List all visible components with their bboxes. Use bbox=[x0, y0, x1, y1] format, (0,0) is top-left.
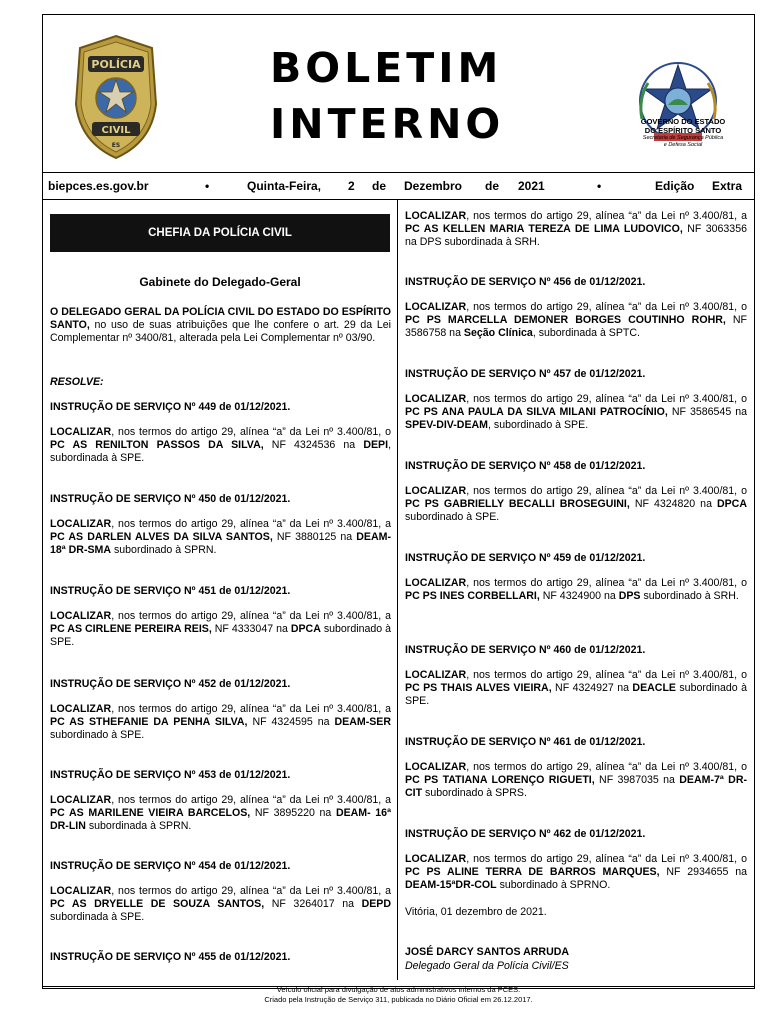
instruction-heading: INSTRUÇÃO DE SERVIÇO Nº 460 de 01/12/2021. bbox=[405, 644, 646, 656]
instruction-body bbox=[405, 853, 747, 892]
instruction-post: subordinada à SPRN. bbox=[85, 820, 192, 832]
instruction-name: PC AS RENILTON PASSOS DA SILVA, bbox=[50, 439, 264, 451]
instruction-body bbox=[405, 577, 747, 603]
instruction-body bbox=[50, 426, 391, 465]
header bbox=[42, 14, 755, 172]
instruction-pre: , nos termos do artigo 29, alínea “a” da Lei nº 3.400/81, o bbox=[466, 301, 747, 313]
instruction-name: PC PS THAIS ALVES VIEIRA, bbox=[405, 682, 552, 694]
instruction-verb: LOCALIZAR bbox=[405, 210, 467, 222]
instruction-post: subordinado à SPE. bbox=[405, 682, 747, 707]
badge-text-bottom: CIVIL bbox=[101, 125, 131, 136]
instruction-post: , subordinado à SPE. bbox=[488, 419, 589, 431]
footer-line-1: Veículo oficial para divulgação de atos administrativos internos da PCES. bbox=[276, 985, 521, 994]
date-month: Dezembro bbox=[404, 179, 463, 193]
instruction-unit: Seção Clínica bbox=[463, 327, 533, 339]
instruction-verb: LOCALIZAR bbox=[405, 669, 467, 681]
instruction-unit: DEACLE bbox=[632, 682, 676, 694]
bullet-2: • bbox=[597, 179, 602, 193]
gov-sub-1: Secretaria de Segurança Pública bbox=[642, 135, 724, 141]
instruction-pre: , nos termos do artigo 29, alínea “a” da Lei nº 3.400/81, a bbox=[111, 794, 391, 806]
instruction-mid: NF 3987035 na bbox=[594, 774, 680, 786]
instruction-mid: NF 3895220 na bbox=[250, 807, 336, 819]
instruction-body bbox=[50, 885, 391, 924]
column-divider bbox=[397, 200, 398, 980]
instruction-verb: LOCALIZAR bbox=[50, 426, 112, 438]
instruction-name: PC PS ANA PAULA DA SILVA MILANI PATROCÍNIO, bbox=[405, 406, 668, 418]
instruction-mid: NF 3586758 na bbox=[405, 314, 747, 339]
instruction-heading: INSTRUÇÃO DE SERVIÇO Nº 452 de 01/12/2021. bbox=[50, 678, 291, 690]
instruction-verb: LOCALIZAR bbox=[50, 885, 112, 897]
badge-text-top: POLÍCIA bbox=[91, 58, 141, 71]
government-label bbox=[628, 117, 738, 149]
instruction-body bbox=[50, 703, 391, 742]
instruction-body bbox=[50, 610, 391, 649]
resolve-label: RESOLVE: bbox=[50, 376, 104, 388]
instruction-pre: , nos termos do artigo 29, alínea “a” da Lei nº 3.400/81, a bbox=[111, 610, 391, 622]
instruction-pre: , nos termos do artigo 29, alínea “a” da Lei nº 3.400/81, o bbox=[466, 485, 747, 497]
instruction-mid: NF 3586545 na bbox=[667, 406, 747, 418]
instruction-name: PC AS KELLEN MARIA TEREZA DE LIMA LUDOVICO, bbox=[405, 223, 683, 235]
instruction-heading: INSTRUÇÃO DE SERVIÇO Nº 455 de 01/12/2021. bbox=[50, 951, 291, 963]
instruction-name: PC PS GABRIELLY BECALLI BROSEGUINI, bbox=[405, 498, 630, 510]
instruction-mid: NF 4324900 na bbox=[539, 590, 619, 602]
instruction-name: PC AS CIRLENE PEREIRA REIS, bbox=[50, 623, 212, 635]
instruction-pre: , nos termos do artigo 29, alínea “a” da Lei nº 3.400/81, a bbox=[111, 518, 391, 530]
instruction-name: PC AS DRYELLE DE SOUZA SANTOS, bbox=[50, 898, 265, 910]
instruction-body bbox=[405, 393, 747, 432]
instruction-mid: NF 4324536 na bbox=[263, 439, 364, 451]
intro-paragraph bbox=[50, 306, 391, 345]
instruction-body bbox=[405, 669, 747, 708]
instruction-post: , subordinada à SPTC. bbox=[532, 327, 640, 339]
signer-role: Delegado Geral da Polícia Civil/ES bbox=[405, 960, 569, 972]
instruction-pre: , nos termos do artigo 29, alínea “a” da Lei nº 3.400/81, a bbox=[111, 885, 391, 897]
instruction-verb: LOCALIZAR bbox=[405, 485, 467, 497]
instruction-heading: INSTRUÇÃO DE SERVIÇO Nº 453 de 01/12/2021. bbox=[50, 769, 291, 781]
date-de-1: de bbox=[372, 179, 387, 193]
instruction-heading: INSTRUÇÃO DE SERVIÇO Nº 462 de 01/12/2021. bbox=[405, 828, 646, 840]
instruction-unit: DPCA bbox=[716, 498, 747, 510]
instruction-mid: NF 3063356 na DPS subordinada à SRH. bbox=[405, 223, 747, 248]
instruction-unit: DEPD bbox=[361, 898, 392, 910]
date-year: 2021 bbox=[518, 179, 545, 193]
bulletin-title bbox=[270, 40, 570, 152]
signer-name: JOSÉ DARCY SANTOS ARRUDA bbox=[405, 946, 570, 958]
instruction-heading: INSTRUÇÃO DE SERVIÇO Nº 450 de 01/12/2021. bbox=[50, 493, 291, 505]
edition-label: Edição bbox=[655, 179, 695, 193]
instruction-post: subordinado à SPE. bbox=[50, 729, 145, 741]
instruction-unit: DPCA bbox=[290, 623, 321, 635]
instruction-body bbox=[405, 301, 747, 340]
state-coat-of-arms-icon bbox=[628, 34, 728, 174]
instruction-mid: NF 4324927 na bbox=[551, 682, 633, 694]
instruction-pre: , nos termos do artigo 29, alínea “a” da Lei nº 3.400/81, a bbox=[111, 703, 391, 715]
instruction-name: PC PS ALINE TERRA DE BARROS MARQUES, bbox=[405, 866, 660, 878]
instruction-heading: INSTRUÇÃO DE SERVIÇO Nº 459 de 01/12/2021. bbox=[405, 552, 646, 564]
instruction-unit: SPEV-DIV-DEAM bbox=[405, 419, 489, 431]
instruction-mid: NF 4324820 na bbox=[629, 498, 717, 510]
title-line-2: INTERNO bbox=[270, 100, 505, 148]
instruction-unit: DEAM-15ªDR-COL bbox=[405, 879, 497, 891]
date-de-2: de bbox=[485, 179, 500, 193]
instruction-pre: , nos termos do artigo 29, alínea “a” da Lei nº 3.400/81, o bbox=[466, 669, 747, 681]
instruction-name: PC AS DARLEN ALVES DA SILVA SANTOS, bbox=[50, 531, 273, 543]
instruction-mid: NF 3880125 na bbox=[272, 531, 357, 543]
instruction-name: PC AS STHEFANIE DA PENHA SILVA, bbox=[50, 716, 248, 728]
site-link[interactable]: biepces.es.gov.br bbox=[48, 179, 149, 193]
instruction-verb: LOCALIZAR bbox=[405, 577, 467, 589]
instruction-verb: LOCALIZAR bbox=[50, 794, 112, 806]
instruction-name: PC AS MARILENE VIEIRA BARCELOS, bbox=[50, 807, 251, 819]
instruction-pre: , nos termos do artigo 29, alínea “a” da Lei nº 3.400/81, o bbox=[466, 577, 747, 589]
instruction-body bbox=[405, 761, 747, 800]
instruction-unit: DEPI bbox=[363, 439, 389, 451]
section-banner: CHEFIA DA POLÍCIA CIVIL bbox=[50, 214, 390, 252]
instruction-post: subordinado à SPE. bbox=[405, 511, 500, 523]
instruction-pre: , nos termos do artigo 29, alínea “a” da Lei nº 3.400/81, o bbox=[111, 426, 391, 438]
instruction-pre: , nos termos do artigo 29, alínea “a” da Lei nº 3.400/81, o bbox=[466, 393, 747, 405]
instruction-unit: DPS bbox=[618, 590, 641, 602]
instruction-verb: LOCALIZAR bbox=[405, 853, 467, 865]
instruction-verb: LOCALIZAR bbox=[405, 393, 467, 405]
instruction-pre: , nos termos do artigo 29, alínea “a” da Lei nº 3.400/81, o bbox=[466, 761, 747, 773]
instruction-heading: INSTRUÇÃO DE SERVIÇO Nº 451 de 01/12/2021. bbox=[50, 585, 291, 597]
instruction-mid: NF 4324595 na bbox=[247, 716, 335, 728]
intro-bold: O DELEGADO GERAL DA POLÍCIA CIVIL DO ESTADO DO ESPÍRITO SANTO, bbox=[50, 306, 391, 331]
instruction-unit: DEAM-SER bbox=[334, 716, 392, 728]
police-badge-icon bbox=[72, 34, 160, 160]
instruction-heading: INSTRUÇÃO DE SERVIÇO Nº 457 de 01/12/2021. bbox=[405, 368, 646, 380]
instruction-name: PC PS MARCELLA DEMONER BORGES COUTINHO ROHR, bbox=[405, 314, 726, 326]
instruction-unit: DEAM- 16ª DR-LIN bbox=[50, 807, 391, 832]
instruction-body bbox=[50, 518, 391, 557]
instruction-pre: , nos termos do artigo 29, alínea “a” da Lei nº 3.400/81, o bbox=[466, 853, 747, 865]
instruction-post: subordinada à SPE. bbox=[50, 911, 145, 923]
info-bar bbox=[42, 172, 755, 200]
instruction-unit: DEAM- 18ª DR-SMA bbox=[50, 531, 391, 556]
instruction-verb: LOCALIZAR bbox=[50, 703, 112, 715]
instruction-verb: LOCALIZAR bbox=[405, 301, 467, 313]
instruction-unit: DEAM-7ª DR-CIT bbox=[405, 774, 748, 799]
gov-line-2: DO ESPÍRITO SANTO bbox=[644, 126, 722, 135]
instruction-pre: , nos termos do artigo 29, alínea “a” da Lei nº 3.400/81, a bbox=[466, 210, 747, 222]
instruction-post: subordinado à SPE. bbox=[50, 623, 392, 648]
instruction-body bbox=[405, 485, 747, 524]
section-subtitle: Gabinete do Delegado-Geral bbox=[139, 275, 301, 289]
instruction-verb: LOCALIZAR bbox=[50, 518, 112, 530]
bullet-1: • bbox=[205, 179, 210, 193]
date-day: 2 bbox=[348, 179, 355, 193]
instruction-heading: INSTRUÇÃO DE SERVIÇO Nº 449 de 01/12/2021. bbox=[50, 401, 291, 413]
instruction-post: subordinado à SPRNO. bbox=[496, 879, 611, 891]
instruction-post: , subordinada à SPE. bbox=[50, 439, 392, 464]
instruction-mid: NF 2934655 na bbox=[659, 866, 747, 878]
instruction-post: subordinado à SRH. bbox=[640, 590, 739, 602]
badge-text-state: ES bbox=[111, 142, 121, 149]
date-weekday: Quinta-Feira, bbox=[247, 179, 322, 193]
instruction-heading: INSTRUÇÃO DE SERVIÇO Nº 454 de 01/12/2021. bbox=[50, 860, 291, 872]
instruction-heading: INSTRUÇÃO DE SERVIÇO Nº 456 de 01/12/2021. bbox=[405, 276, 646, 288]
title-line-1: BOLETIM bbox=[270, 44, 503, 92]
footer bbox=[42, 985, 755, 1005]
instruction-heading: INSTRUÇÃO DE SERVIÇO Nº 461 de 01/12/2021. bbox=[405, 736, 646, 748]
intro-rest: no uso de suas atribuições que lhe confere o art. 29 da Lei Complementar nº 3400/81, alterada pela Lei Complementar nº 03/90. bbox=[50, 319, 391, 344]
instruction-post: subordinado à SPRS. bbox=[422, 787, 527, 799]
instruction-post: subordinado à SPRN. bbox=[111, 544, 217, 556]
gov-line-1: GOVERNO DO ESTADO bbox=[640, 117, 726, 126]
edition-type: Extra bbox=[712, 179, 743, 193]
gov-sub-2: e Defesa Social bbox=[663, 142, 703, 148]
instruction-body bbox=[405, 210, 747, 249]
instruction-body bbox=[50, 794, 391, 833]
instruction-name: PC PS TATIANA LORENÇO RIGUETI, bbox=[405, 774, 595, 786]
place-date: Vitória, 01 dezembro de 2021. bbox=[405, 906, 547, 918]
instruction-mid: NF 3264017 na bbox=[264, 898, 362, 910]
instruction-heading: INSTRUÇÃO DE SERVIÇO Nº 458 de 01/12/2021. bbox=[405, 460, 646, 472]
instruction-verb: LOCALIZAR bbox=[50, 610, 112, 622]
instruction-mid: NF 4333047 na bbox=[211, 623, 291, 635]
footer-line-2: Criado pela Instrução de Serviço 311, publicada no Diário Oficial em 26.12.2017. bbox=[264, 995, 533, 1004]
instruction-verb: LOCALIZAR bbox=[405, 761, 467, 773]
instruction-name: PC PS INES CORBELLARI, bbox=[405, 590, 540, 602]
